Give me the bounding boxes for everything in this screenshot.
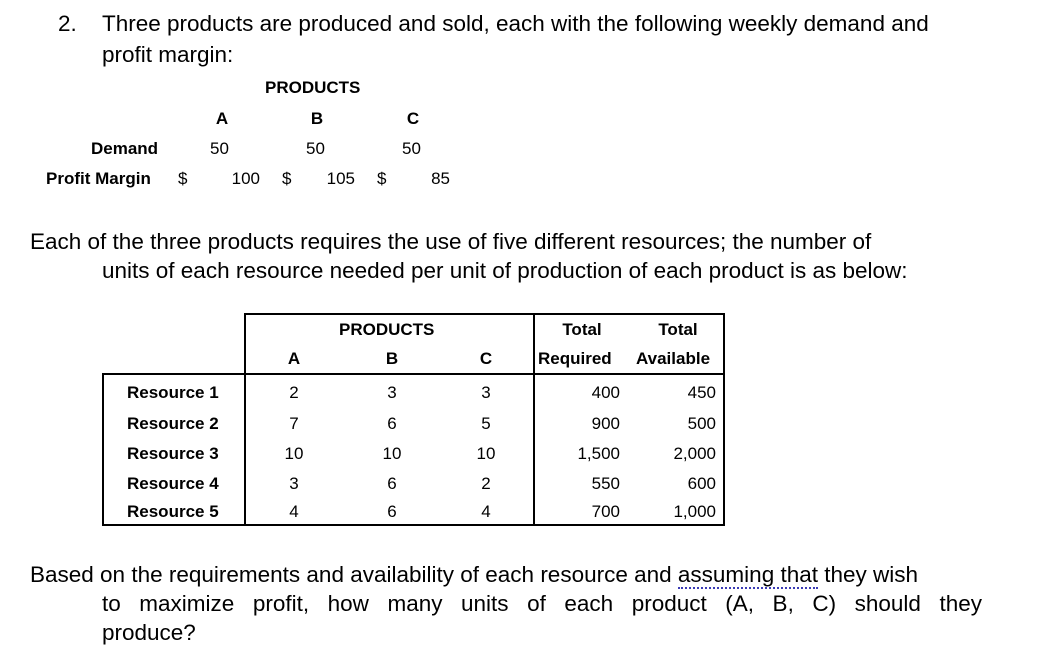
resource-value-b: 6 — [387, 502, 397, 521]
resource-value-b: 3 — [387, 383, 397, 402]
profit-c: 85 — [431, 169, 450, 188]
resource-value-c: 10 — [476, 444, 496, 463]
table-required-label: Required — [538, 349, 612, 368]
column-header-c: C — [406, 109, 420, 128]
table-border-header-bottom — [102, 373, 725, 375]
question-intro-line-1: Three products are produced and sold, each with the following weekly demand and — [102, 11, 929, 36]
resource-total-available: 450 — [687, 383, 716, 402]
resource-row-label: Resource 1 — [127, 383, 219, 402]
profit-b: 105 — [326, 169, 355, 188]
table-border-top — [244, 313, 725, 315]
resource-row-label: Resource 3 — [127, 444, 219, 463]
resources-paragraph-line-1: Each of the three products requires the use of five different resources; the number of — [30, 229, 872, 254]
resources-paragraph-line-2: units of each resource needed per unit of production of each product is as below: — [102, 258, 908, 283]
resource-row-label: Resource 5 — [127, 502, 219, 521]
currency-symbol-c: $ — [377, 169, 387, 188]
table-products-header: PRODUCTS — [339, 320, 435, 339]
demand-a: 50 — [210, 139, 229, 158]
question-paragraph-line-2: to maximize profit, how many units of each product (A, B, C) should they — [102, 591, 982, 616]
resource-total-available: 1,000 — [673, 502, 716, 521]
resource-value-c: 4 — [481, 502, 491, 521]
question-paragraph-line-3: produce? — [102, 620, 196, 645]
table-border-left — [102, 373, 104, 526]
column-header-a: A — [215, 109, 229, 128]
resource-value-c: 5 — [481, 414, 491, 433]
resource-row-label: Resource 2 — [127, 414, 219, 433]
resource-value-a: 3 — [289, 474, 299, 493]
table-border-right — [723, 313, 725, 526]
currency-symbol-b: $ — [282, 169, 292, 188]
resource-total-required: 1,500 — [577, 444, 620, 463]
products-header: PRODUCTS — [265, 78, 361, 97]
question-paragraph-line-1 — [30, 562, 918, 588]
table-border-totals-divider — [533, 313, 535, 526]
table-total-required-header: Total — [562, 320, 602, 339]
profit-margin-label: Profit Margin — [46, 169, 151, 188]
question-text: they wish — [817, 562, 919, 587]
resource-total-available: 2,000 — [673, 444, 716, 463]
resource-value-b: 10 — [382, 444, 402, 463]
resource-value-a: 7 — [289, 414, 299, 433]
resource-total-required: 900 — [591, 414, 620, 433]
profit-a: 100 — [231, 169, 260, 188]
underlined-phrase: assuming that — [677, 562, 818, 587]
resource-value-b: 6 — [387, 414, 397, 433]
resource-value-b: 6 — [387, 474, 397, 493]
resource-total-available: 600 — [687, 474, 716, 493]
table-column-b: B — [385, 349, 399, 368]
column-header-b: B — [310, 109, 324, 128]
table-available-label: Available — [636, 349, 711, 368]
demand-label: Demand — [91, 139, 159, 158]
question-number: 2. — [58, 11, 77, 36]
table-border-label-divider — [244, 313, 246, 526]
resource-value-a: 4 — [289, 502, 299, 521]
question-text: Based on the requirements and availability of each resource and — [30, 562, 678, 587]
currency-symbol-a: $ — [178, 169, 188, 188]
table-column-a: A — [287, 349, 301, 368]
resource-total-available: 500 — [687, 414, 716, 433]
resource-value-a: 2 — [289, 383, 299, 402]
resource-row-label: Resource 4 — [127, 474, 219, 493]
demand-c: 50 — [402, 139, 421, 158]
table-border-bottom — [102, 524, 725, 526]
resource-value-c: 3 — [481, 383, 491, 402]
question-intro-line-2: profit margin: — [102, 42, 234, 67]
resource-total-required: 550 — [591, 474, 620, 493]
resource-value-a: 10 — [284, 444, 304, 463]
resource-value-c: 2 — [481, 474, 491, 493]
table-column-c: C — [479, 349, 493, 368]
table-total-available-header: Total — [658, 320, 698, 339]
demand-b: 50 — [306, 139, 325, 158]
resource-total-required: 700 — [591, 502, 620, 521]
resource-total-required: 400 — [591, 383, 620, 402]
